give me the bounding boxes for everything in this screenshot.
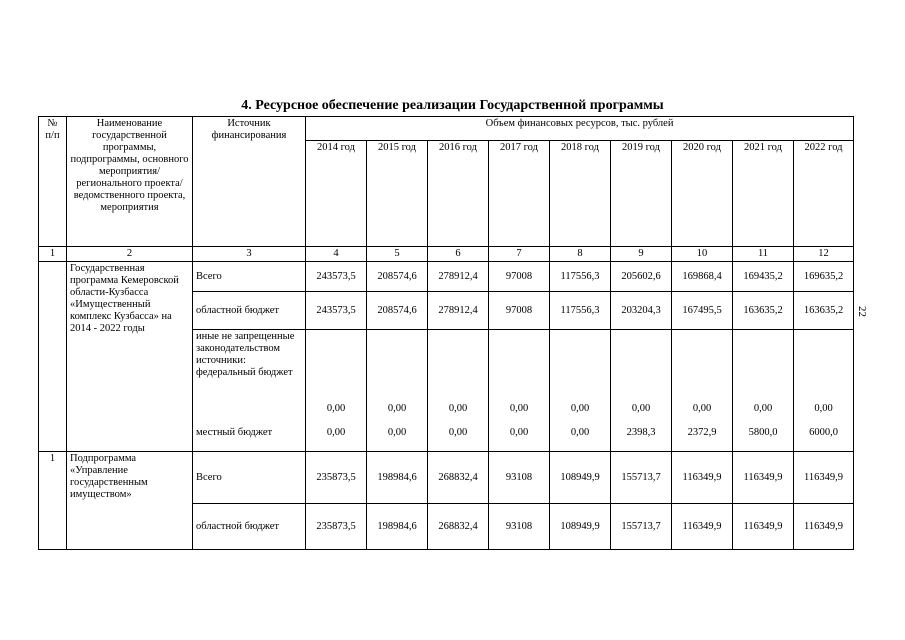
header-volume: Объем финансовых ресурсов, тыс. рублей xyxy=(306,117,854,141)
column-index: 7 xyxy=(489,247,550,262)
column-index: 6 xyxy=(428,247,489,262)
column-index: 2 xyxy=(67,247,193,262)
column-index: 10 xyxy=(672,247,733,262)
table-cell: 163635,2 xyxy=(733,292,794,330)
table-cell: 108949,9 xyxy=(550,452,611,504)
table-cell: 155713,7 xyxy=(611,452,672,504)
table-cell: 169868,4 xyxy=(672,262,733,292)
table-cell: 0,00 xyxy=(367,416,428,452)
header-year: 2017 год xyxy=(489,141,550,247)
table-cell: 116349,9 xyxy=(733,452,794,504)
table-cell: 116349,9 xyxy=(733,504,794,550)
table-cell: 116349,9 xyxy=(672,452,733,504)
column-index: 12 xyxy=(794,247,854,262)
table-cell: 117556,3 xyxy=(550,292,611,330)
table-cell: 97008 xyxy=(489,262,550,292)
table-cell: 6000,0 xyxy=(794,416,854,452)
subprogram-name: Подпрограмма «Управление государственным имуществом» xyxy=(67,452,193,550)
table-cell: 2398,3 xyxy=(611,416,672,452)
header-year: 2015 год xyxy=(367,141,428,247)
table-cell: 116349,9 xyxy=(794,504,854,550)
table-row xyxy=(39,262,854,292)
header-year: 2014 год xyxy=(306,141,367,247)
column-index: 5 xyxy=(367,247,428,262)
row-number: 1 xyxy=(39,452,67,550)
table-cell: 243573,5 xyxy=(306,292,367,330)
table-cell: 198984,6 xyxy=(367,452,428,504)
row-number xyxy=(39,262,67,452)
source-label: иные не запрещенные законодательством источники: федеральный бюджет xyxy=(193,330,306,416)
source-label: местный бюджет xyxy=(193,416,306,452)
page-title: 4. Ресурсное обеспечение реализации Государственной программы xyxy=(241,98,664,113)
table-cell: 0,00 xyxy=(672,330,733,416)
table-cell: 268832,4 xyxy=(428,504,489,550)
header-no: № п/п xyxy=(39,117,67,247)
table-cell: 208574,6 xyxy=(367,292,428,330)
source-label: Всего xyxy=(193,452,306,504)
resource-table xyxy=(38,116,854,550)
table-cell: 169435,2 xyxy=(733,262,794,292)
column-index: 9 xyxy=(611,247,672,262)
table-cell: 198984,6 xyxy=(367,504,428,550)
header-year: 2021 год xyxy=(733,141,794,247)
table-cell: 243573,5 xyxy=(306,262,367,292)
table-cell: 155713,7 xyxy=(611,504,672,550)
header-year: 2016 год xyxy=(428,141,489,247)
table-cell: 116349,9 xyxy=(794,452,854,504)
table-cell: 93108 xyxy=(489,452,550,504)
table-cell: 0,00 xyxy=(428,416,489,452)
table-cell: 0,00 xyxy=(489,330,550,416)
table-cell: 0,00 xyxy=(428,330,489,416)
column-index: 8 xyxy=(550,247,611,262)
page-number: 22 xyxy=(856,306,868,317)
table-cell: 93108 xyxy=(489,504,550,550)
table-cell: 0,00 xyxy=(794,330,854,416)
table-cell: 205602,6 xyxy=(611,262,672,292)
table-cell: 0,00 xyxy=(733,330,794,416)
table-cell: 116349,9 xyxy=(672,504,733,550)
source-label: областной бюджет xyxy=(193,504,306,550)
column-index: 3 xyxy=(193,247,306,262)
table-cell: 278912,4 xyxy=(428,292,489,330)
column-index: 1 xyxy=(39,247,67,262)
header-year: 2019 год xyxy=(611,141,672,247)
table-row xyxy=(39,452,854,504)
table-cell: 235873,5 xyxy=(306,504,367,550)
table-cell: 167495,5 xyxy=(672,292,733,330)
program-name: Государственная программа Кемеровской области-Кузбасса «Имущественный комплекс Кузбасса» на 2014 - 2022 годы xyxy=(67,262,193,452)
table-cell: 203204,3 xyxy=(611,292,672,330)
table-cell: 0,00 xyxy=(306,330,367,416)
table-cell: 97008 xyxy=(489,292,550,330)
table-cell: 235873,5 xyxy=(306,452,367,504)
table-cell: 163635,2 xyxy=(794,292,854,330)
header-name: Наименование государственной программы, подпрограммы, основного мероприятия/ регионального проекта/ ведомственного проекта, мероприятия xyxy=(67,117,193,247)
table-cell: 0,00 xyxy=(550,330,611,416)
table-cell: 169635,2 xyxy=(794,262,854,292)
table-cell: 117556,3 xyxy=(550,262,611,292)
table-cell: 278912,4 xyxy=(428,262,489,292)
table-cell: 0,00 xyxy=(489,416,550,452)
table-cell: 268832,4 xyxy=(428,452,489,504)
table-cell: 0,00 xyxy=(611,330,672,416)
header-source: Источник финансирования xyxy=(193,117,306,247)
table-cell: 0,00 xyxy=(550,416,611,452)
source-label: Всего xyxy=(193,262,306,292)
header-year: 2022 год xyxy=(794,141,854,247)
source-label: областной бюджет xyxy=(193,292,306,330)
table-cell: 0,00 xyxy=(367,330,428,416)
column-index-row xyxy=(39,247,854,262)
column-index: 4 xyxy=(306,247,367,262)
table-cell: 2372,9 xyxy=(672,416,733,452)
column-index: 11 xyxy=(733,247,794,262)
table-cell: 208574,6 xyxy=(367,262,428,292)
table-cell: 108949,9 xyxy=(550,504,611,550)
table-cell: 5800,0 xyxy=(733,416,794,452)
header-year: 2018 год xyxy=(550,141,611,247)
header-year: 2020 год xyxy=(672,141,733,247)
table-cell: 0,00 xyxy=(306,416,367,452)
